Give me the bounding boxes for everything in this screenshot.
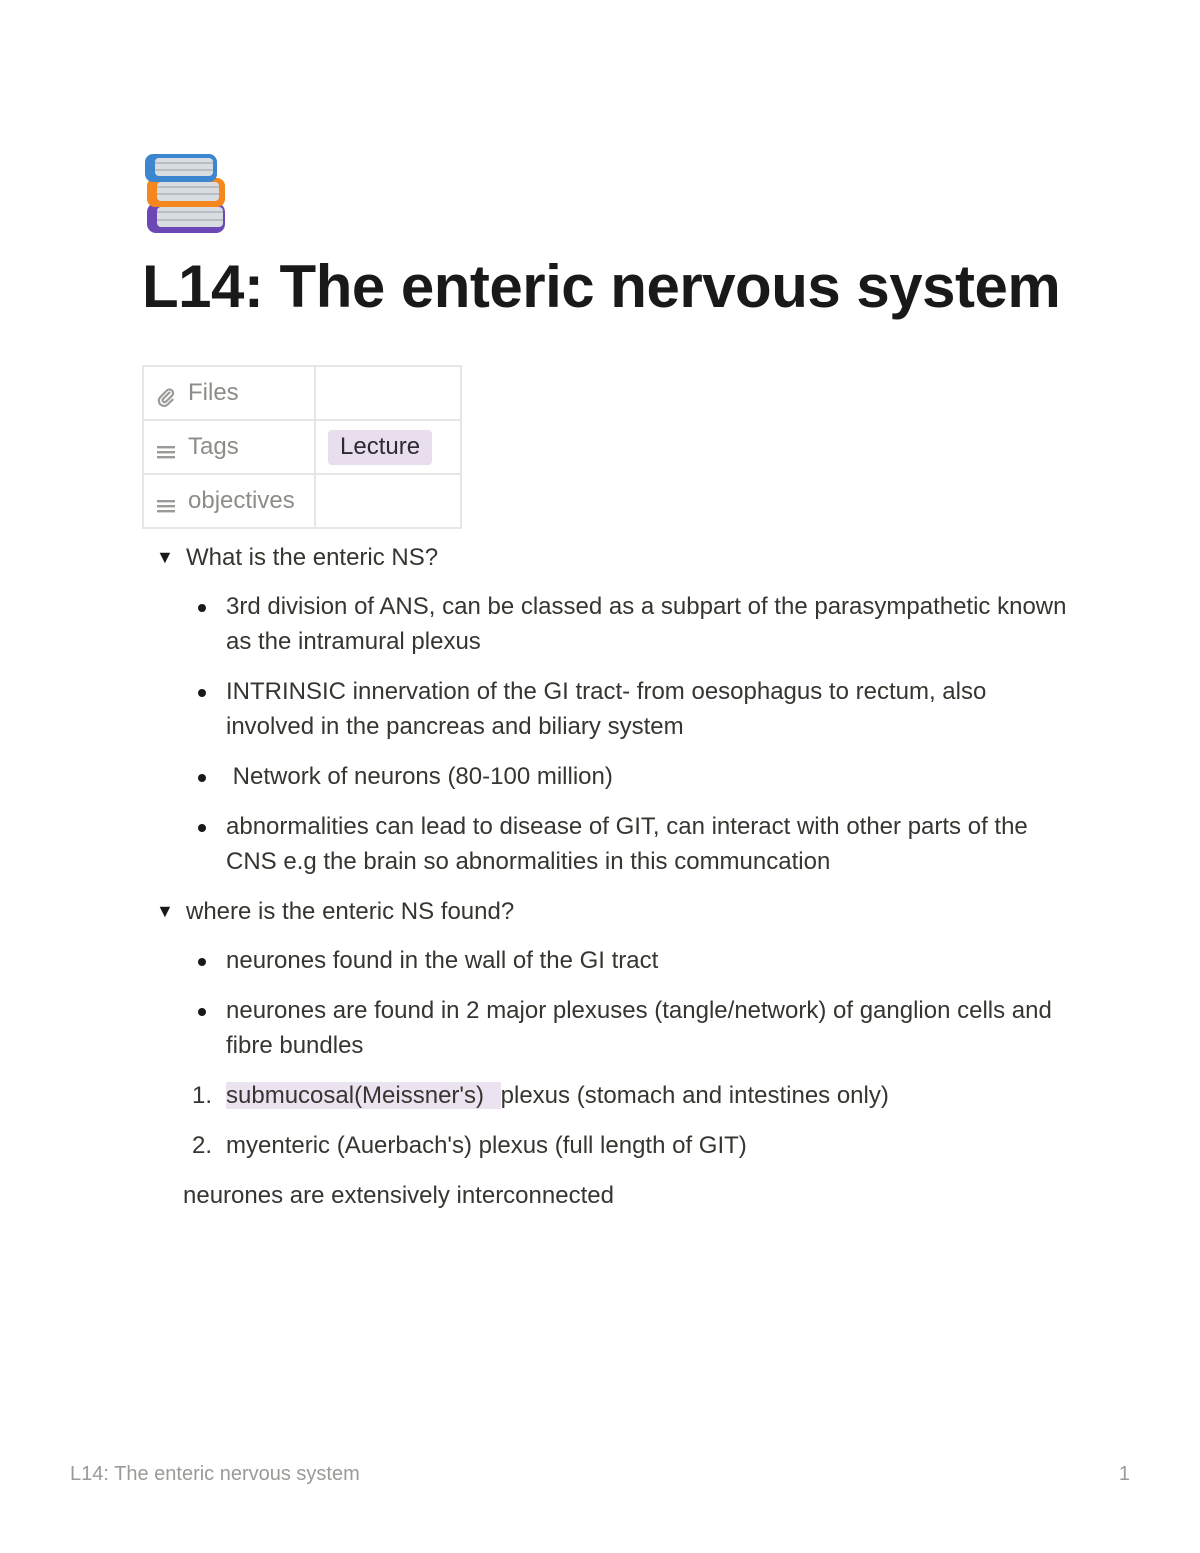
property-key xyxy=(143,474,315,528)
list-number: 2. xyxy=(192,1132,213,1159)
toggle-heading: What is the enteric NS? xyxy=(186,544,439,571)
property-key xyxy=(143,366,315,420)
books-icon xyxy=(145,153,227,235)
property-value-objectives[interactable] xyxy=(315,474,461,528)
bullet-dot-icon xyxy=(198,1008,206,1016)
bullet-list xyxy=(152,943,1072,1063)
highlighted-text: submucosal(Meissner's) xyxy=(226,1082,501,1109)
bullet-list xyxy=(152,589,1072,879)
property-label-objectives: objectives xyxy=(188,487,295,514)
bullet-dot-icon xyxy=(198,958,206,966)
list-item-text: abnormalities can lead to disease of GIT, can interact with other parts of the CNS e.g the brain so abnormalities in this communcation xyxy=(226,813,1028,875)
list-item xyxy=(152,759,1072,794)
list-item-text: Network of neurons (80-100 million) xyxy=(226,763,613,790)
property-key xyxy=(143,420,315,474)
toggle-heading: where is the enteric NS found? xyxy=(186,898,515,925)
property-label-files: Files xyxy=(188,379,239,406)
list-item-text: plexus (stomach and intestines only) xyxy=(500,1082,889,1109)
list-item-text: myenteric (Auerbach's) plexus (full length of GIT) xyxy=(226,1132,747,1159)
numbered-list xyxy=(152,1078,1072,1163)
properties-table xyxy=(142,365,462,529)
numbered-item xyxy=(152,1078,1072,1113)
property-row-tags xyxy=(143,420,461,474)
toggle-what-is-enteric-ns[interactable] xyxy=(152,540,1072,575)
footer-title: L14: The enteric nervous system xyxy=(70,1463,360,1485)
triangle-down-icon[interactable]: ▼ xyxy=(156,901,174,921)
list-number: 1. xyxy=(192,1082,213,1109)
property-value-files[interactable] xyxy=(315,366,461,420)
triangle-down-icon[interactable]: ▼ xyxy=(156,547,174,567)
list-icon xyxy=(156,494,176,514)
list-item-text: neurones are found in 2 major plexuses (tangle/network) of ganglion cells and fibre bundles xyxy=(226,997,1052,1059)
property-label-tags: Tags xyxy=(188,433,239,460)
list-item xyxy=(152,993,1072,1063)
bullet-dot-icon xyxy=(198,824,206,832)
page-number: 1 xyxy=(1118,1463,1130,1485)
paragraph: neurones are extensively interconnected xyxy=(183,1182,614,1209)
numbered-item xyxy=(152,1128,1072,1163)
paperclip-icon xyxy=(156,386,176,406)
list-item xyxy=(152,809,1072,879)
toggle-where-is-enteric-ns[interactable] xyxy=(152,894,1072,929)
bullet-dot-icon xyxy=(198,689,206,697)
bullet-dot-icon xyxy=(198,774,206,782)
property-row-objectives xyxy=(143,474,461,528)
tag-lecture[interactable]: Lecture xyxy=(328,430,432,465)
list-item xyxy=(152,589,1072,659)
property-value-tags[interactable] xyxy=(315,420,461,474)
list-item-text: INTRINSIC innervation of the GI tract- from oesophagus to rectum, also involved in the pancreas and biliary system xyxy=(226,678,987,740)
page-title: L14: The enteric nervous system xyxy=(142,253,1061,320)
bullet-dot-icon xyxy=(198,604,206,612)
list-icon xyxy=(156,440,176,460)
list-item xyxy=(152,674,1072,744)
property-row-files xyxy=(143,366,461,420)
list-item-text: 3rd division of ANS, can be classed as a subpart of the parasympathetic known as the intramural plexus xyxy=(226,593,1067,655)
list-item xyxy=(152,943,1072,978)
list-item-text: neurones found in the wall of the GI tract xyxy=(226,947,659,974)
page-content xyxy=(152,540,1072,1213)
